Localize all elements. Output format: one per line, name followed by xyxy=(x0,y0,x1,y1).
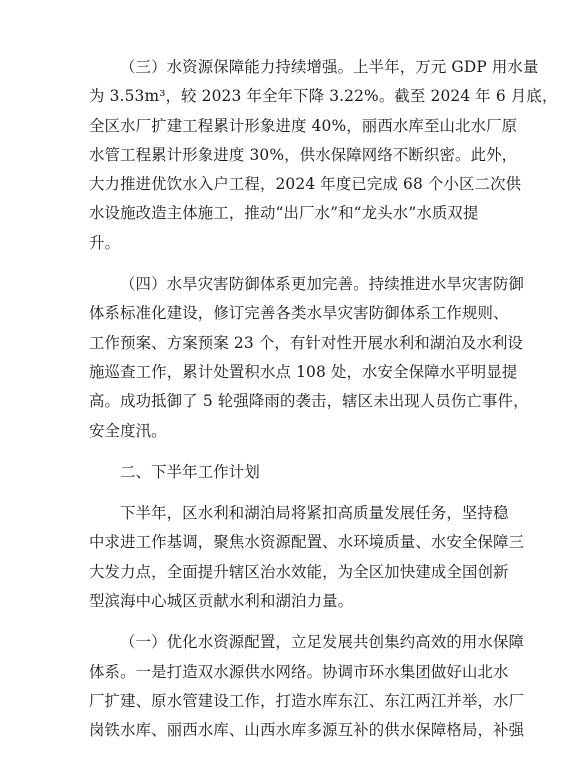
text-line: （四）水旱灾害防御体系更加完善。持续推进水旱灾害防御 xyxy=(120,275,525,294)
section-heading-text: 二、下半年工作计划 xyxy=(120,462,260,481)
text-line: 大发力点，全面提升辖区治水效能，为全区加快建成全国创新 xyxy=(89,562,509,581)
text-line: 厂扩建、原水管建设工作，打造水库东江、东江两江并举，水厂 xyxy=(89,691,525,710)
paragraph-water-supply xyxy=(89,53,558,258)
text-line: 水管工程累计形象进度 30%，供水保障网络不断织密。此外， xyxy=(89,145,518,164)
text-line: 升。 xyxy=(89,233,121,252)
text-line: 型滨海中心城区贡献水利和湖泊力量。 xyxy=(89,592,354,611)
text-line: 工作预案、方案预案 23 个，有针对性开展水利和湖泊及水利设 xyxy=(89,333,524,352)
text-line: 下半年，区水利和湖泊局将紧扣高质量发展任务，坚持稳 xyxy=(120,504,509,523)
text-line: （三）水资源保障能力持续增强。上半年，万元 GDP 用水量 xyxy=(120,58,539,76)
text-line: 安全度汛。 xyxy=(89,421,167,440)
section-heading xyxy=(89,458,515,487)
text-line: 高。成功抵御了 5 轮强降雨的袭击，辖区未出现人员伤亡事件， xyxy=(89,392,529,411)
text-line: 中求进工作基调，聚焦水资源配置、水环境质量、水安全保障三 xyxy=(89,533,525,552)
text-line: 为 3.53m³，较 2023 年全年下降 3.22%。截至 2024 年 6 月底， xyxy=(89,87,558,106)
text-line: 施巡查工作，累计处置积水点 108 处，水安全保障水平明显提 xyxy=(89,362,518,381)
text-line: 水设施改造主体施工，推动“出厂水”和“龙头水”水质双提 xyxy=(89,204,479,223)
text-line: 全区水厂扩建工程累计形象进度 40%，丽西水库至山北水厂原 xyxy=(89,116,518,135)
paragraph-plan-intro xyxy=(89,499,525,616)
paragraph-plan-one xyxy=(89,628,525,745)
text-line: 体系标准化建设，修订完善各类水旱灾害防御体系工作规则、 xyxy=(89,304,509,323)
text-line: （一）优化水资源配置，立足发展共创集约高效的用水保障 xyxy=(120,633,525,652)
text-line: 岗铁水库、丽西水库、山西水库多源互补的供水保障格局，补强 xyxy=(89,721,525,740)
text-line: 体系。一是打造双水源供水网络。协调市环水集团做好山北水 xyxy=(89,662,509,681)
paragraph-flood-drought xyxy=(89,270,529,446)
text-line: 大力推进优饮水入户工程，2024 年度已完成 68 个小区二次供 xyxy=(89,175,522,194)
